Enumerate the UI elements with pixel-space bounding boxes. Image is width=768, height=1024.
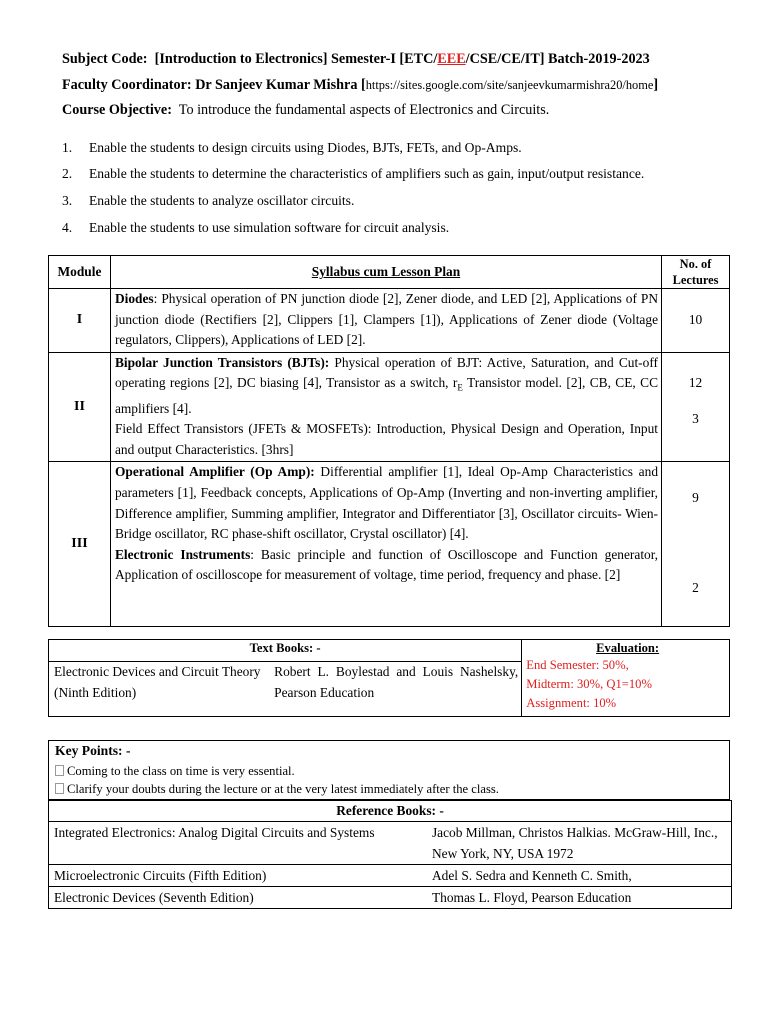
table-header-row <box>49 256 730 289</box>
key-points-title: Key Points: - <box>55 743 131 758</box>
module-id: I <box>49 289 111 353</box>
faculty-label: Faculty Coordinator: Dr Sanjeev Kumar Mishra [ <box>62 77 366 93</box>
ref-author: Adel S. Sedra and Kenneth C. Smith, <box>427 865 732 887</box>
table-row <box>49 462 730 627</box>
table-header-row <box>49 640 730 662</box>
dept-highlight: EEE <box>437 51 466 67</box>
evaluation-line: Assignment: 10% <box>526 696 617 710</box>
course-objective-line <box>62 102 549 119</box>
lecture-count: 9 2 <box>662 462 730 627</box>
subject-rest: /CSE/CE/IT] Batch-2019-2023 <box>465 51 650 67</box>
ref-author: Thomas L. Floyd, Pearson Education <box>427 887 732 909</box>
table-row <box>49 289 730 353</box>
ref-author: Jacob Millman, Christos Halkias. McGraw-Hill, Inc., New York, NY, USA 1972 <box>427 822 732 865</box>
objective-text: To introduce the fundamental aspects of Electronics and Circuits. <box>178 102 550 118</box>
checkbox-glyph-icon <box>55 765 64 776</box>
faculty-close: ] <box>653 77 659 93</box>
module-content: Operational Amplifier (Op Amp): Differential amplifier [1], Ideal Op-Amp Characteristics and parameters [1], Feedback concepts, Applications of Op-Amp (Inverting and non-inverting amplifier, Difference amplifier, Summing amplifier, Integrator and Differentiator [3], Oscillator circuits- Wien-Bridge oscillator, RC phase-shift oscillator, Crystal oscillator) [4]. Electronic Instruments: Basic principle and function of Oscilloscope and Function generator, Application of oscilloscope for measurement of voltage, time period, frequency and phase. [2] <box>110 462 661 627</box>
table-header-row <box>49 801 732 822</box>
evaluation-cell <box>522 640 730 717</box>
subject-code-label: Subject Code: <box>62 51 148 67</box>
module-content: Bipolar Junction Transistors (BJTs): Physical operation of BJT: Active, Saturation, and Cut-off operating regions [2], DC biasing [4], Transistor as a switch, $r_E$ Transistor model. [2], CB, CE, CC amplifiers [4]. Field Effect Transistors (JFETs & MOSFETs): Introduction, Physical Design and Operation, Input and output Characteristics. [3hrs] <box>110 352 661 462</box>
col-plan: Syllabus cum Lesson Plan <box>110 256 661 289</box>
table-row <box>49 352 730 462</box>
lecture-count: 12 3 <box>662 352 730 462</box>
lecture-count: 10 <box>662 289 730 353</box>
text-books-table <box>48 639 730 717</box>
list-item: Coming to the class on time is very essential. <box>55 764 295 779</box>
objective-label: Course Objective: <box>62 102 172 118</box>
table-row <box>49 822 732 865</box>
syllabus-table <box>48 255 730 627</box>
col-lectures: No. of Lectures <box>662 256 730 289</box>
col-module: Module <box>49 256 111 289</box>
module-content: Diodes: Physical operation of PN junction diode [2], Zener diode, and LED [2], Applications of PN junction diode (Rectifiers [2], Clippers [1], Clampers [1]), Applications of Zener diode (Voltage regulators, Clippers), Applications of LED [2]. <box>110 289 661 353</box>
evaluation-title: Evaluation: <box>596 641 660 655</box>
evaluation-line: Midterm: 30%, Q1=10% <box>526 677 652 691</box>
ref-title: Electronic Devices (Seventh Edition) <box>49 887 427 909</box>
faculty-line <box>62 77 658 94</box>
reference-books-title: Reference Books: - <box>49 801 732 822</box>
table-row <box>49 865 732 887</box>
text-books-title: Text Books: - <box>49 640 522 662</box>
ref-title: Integrated Electronics: Analog Digital Circuits and Systems <box>49 822 427 865</box>
key-points-box <box>48 740 730 800</box>
list-item: Clarify your doubts during the lecture or at the very latest immediately after the class. <box>55 782 499 797</box>
subject-code-line <box>62 51 650 68</box>
ref-title: Microelectronic Circuits (Fifth Edition) <box>49 865 427 887</box>
module-id: II <box>49 352 111 462</box>
book-title: Electronic Devices and Circuit Theory (Ninth Edition) <box>49 662 272 717</box>
reference-books-table <box>48 800 732 909</box>
document-page: Subject Code: [Introduction to Electronics] Semester-I [ETC/EEE/CSE/CE/IT] Batch-2019-2023 Faculty Coordinator: Dr Sanjeev Kumar Mishra [https://sites.google.com/site/sanjeevkumarmishra20/home] Course Objective: To introduce the fundamental aspects of Electronics and Circuits. 1. Enable the students to design circuits using Diodes, BJTs, FETs, and Op-Amps. 2. Enable the students to determine the characteristics of amplifiers such as gain, input/output resistance. 3. Enable the students to analyze oscillator circuits. 4. Enable the students to use simulation software for circuit analysis. Module Syllabus cum Lesson Plan No. of Lectures I Diodes: Physical operation of PN junction diode [2], Zener diode, and LED [2], Applications of PN junction diode (Rectifiers [2], Clippers [1], Clampers [1]), Applications of Zener diode (Voltage regulators, Clippers), Applications of LED [2]. 10 II Bipolar Junction Transistors (BJTs): Physical operation of BJT: Active, Saturation, and Cut-off operating regions [2], DC biasing [4], Transistor as a switch, $r_E$ Transistor model. [2], CB, CE, CC amplifiers [4]. Field Effect Transistors (JFETs & MOSFETs): Introduction, Physical Design and Operation, Input and output Characteristics. [3hrs] 12 3 III Operational Amplifier (Op Amp): Differential amplifier [1], Ideal Op-Amp Characteristics and parameters [1], Feedback concepts, Applications of Op-Amp (Inverting and non-inverting amplifier, Difference amplifier, Summing amplifier, Integrator and Differentiator [3], Oscillator circuits- Wien-Bridge oscillator, RC phase-shift oscillator, Crystal oscillator) [4]. Electronic Instruments: Basic principle and function of Oscilloscope and Function generator, Application of oscilloscope for measurement of voltage, time period, frequency and phase. [2] 9 2 Text Books: - Evaluation: End Semester: 50%, Midterm: 30%, Q1=10% Assignment: 10% Electronic Devices and Circuit Theory (Ninth Edition) Robert L. Boylestad and Louis Nashelsky, Pearson Education Key Points: - Coming to the class on time is very essential. Clarify your doubts during the lecture or at the very latest immediately after the class. Reference Books: - Integrated Electronics: Analog Digital Circuits and Systems Jacob Millman, Christos Halkias. McGraw-Hill, Inc., New York, NY, USA 1972 Microelectronic Circuits (Fifth Edition) Adel S. Sedra and Kenneth C. Smith, Electronic Devices (Seventh Edition) Thomas L. Floyd, Pearson Education <box>0 0 768 1024</box>
module-id: III <box>49 462 111 627</box>
book-author: Robert L. Boylestad and Louis Nashelsky, Pearson Education <box>271 662 522 717</box>
faculty-url[interactable]: https://sites.google.com/site/sanjeevkumarmishra20/home <box>365 78 654 92</box>
table-row <box>49 887 732 909</box>
subject-name: [Introduction to Electronics] Semester-I [ETC/ <box>154 51 438 67</box>
checkbox-glyph-icon <box>55 783 64 794</box>
evaluation-line: End Semester: 50%, <box>526 658 629 672</box>
